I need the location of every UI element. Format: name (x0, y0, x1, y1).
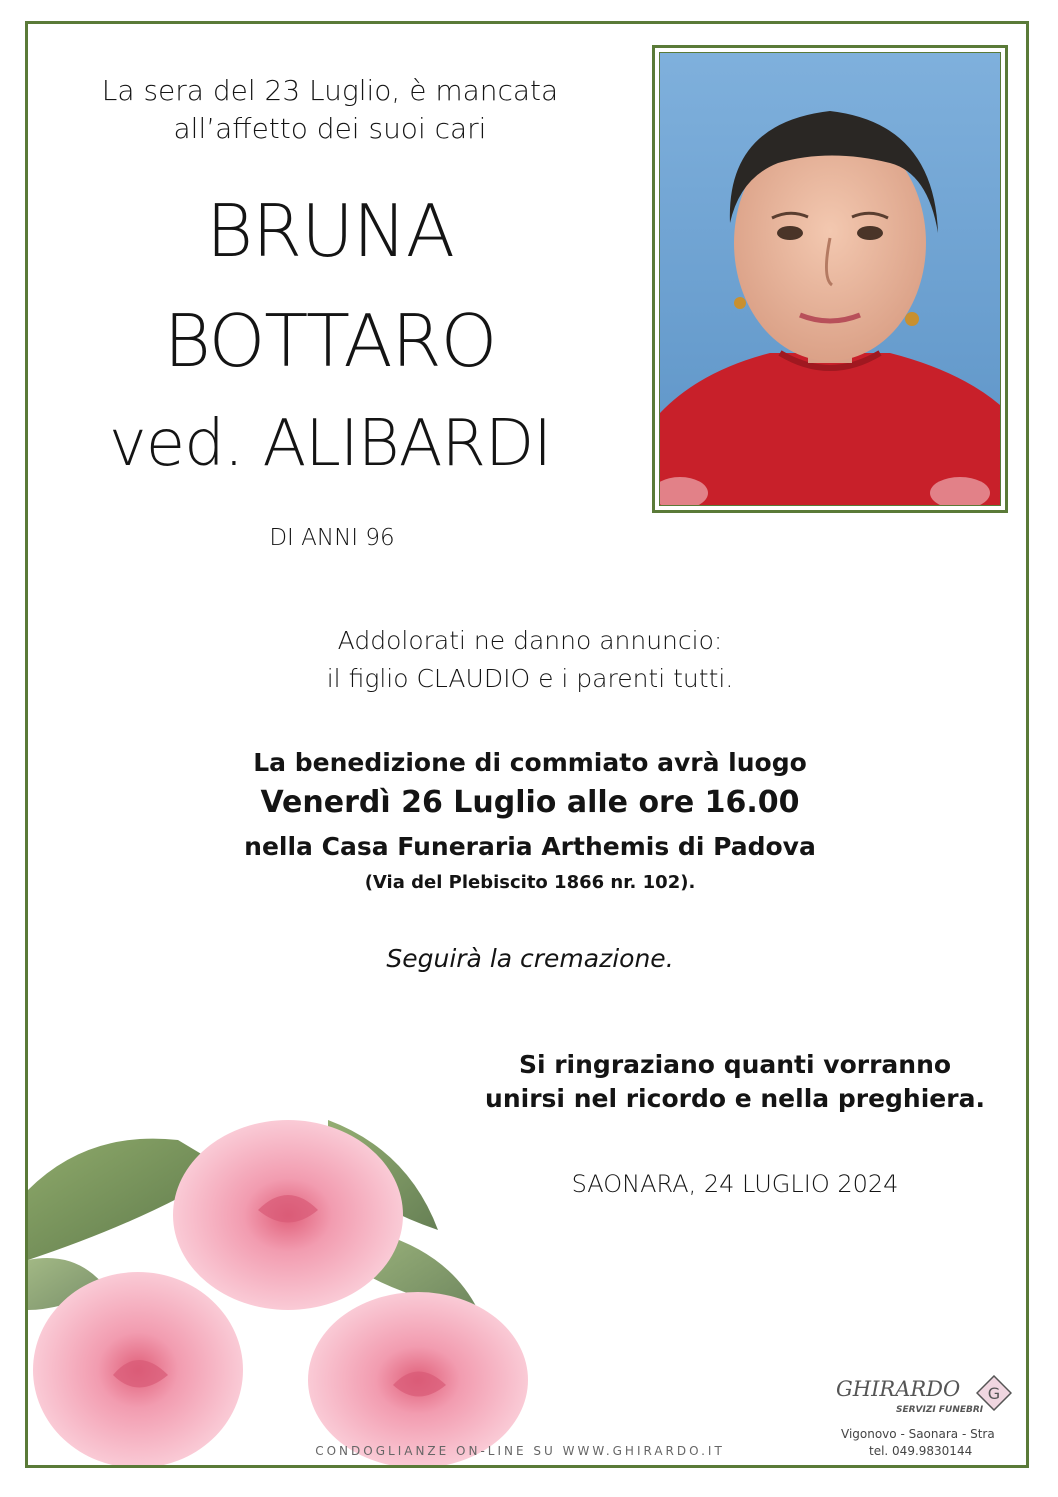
logo-name: GHIRARDO (836, 1377, 961, 1401)
announcement-line-2: il figlio CLAUDIO e i parenti tutti. (326, 664, 734, 693)
thanks-line-1: Si ringraziano quanti vorranno (518, 1050, 952, 1079)
roses-image (28, 1110, 588, 1465)
funeral-home-logo (826, 1372, 1026, 1464)
ceremony-venue: nella Casa Funeraria Arthemis di Padova (244, 832, 816, 861)
portrait-frame (652, 45, 1008, 513)
thanks (460, 1048, 1010, 1116)
footer-condolences: CONDOGLIANZE ON-LINE SU WWW.GHIRARDO.IT (315, 1444, 725, 1458)
logo-badge-letter: G (987, 1384, 1001, 1403)
intro-line-2: all’affetto dei suoi cari (173, 112, 487, 145)
first-name: BRUNA (206, 189, 454, 273)
last-name: BOTTARO (163, 299, 497, 383)
place-date: SAONARA, 24 LUGLIO 2024 (571, 1170, 899, 1198)
logo-phone: tel. 049.9830144 (869, 1444, 973, 1458)
thanks-line-2: unirsi nel ricordo e nella preghiera. (485, 1084, 985, 1113)
logo-towns: Vigonovo - Saonara - Stra (841, 1427, 995, 1441)
intro-text (60, 72, 600, 148)
announcement (240, 622, 820, 698)
age: DI ANNI 96 (269, 525, 395, 551)
portrait-photo (660, 53, 1000, 505)
logo-subtitle: SERVIZI FUNEBRI (896, 1405, 984, 1415)
ceremony-address: (Via del Plebiscito 1866 nr. 102). (364, 872, 696, 893)
ceremony-intro: La benedizione di commiato avrà luogo (253, 748, 807, 777)
cremation-note: Seguirà la cremazione. (386, 944, 674, 973)
ceremony-date: Venerdì 26 Luglio alle ore 16.00 (260, 785, 800, 820)
announcement-line-1: Addolorati ne danno annuncio: (337, 626, 723, 655)
logo-badge-icon (976, 1375, 1012, 1411)
married-name: ved. ALIBARDI (108, 407, 552, 481)
intro-line-1: La sera del 23 Luglio, è mancata (101, 74, 559, 107)
